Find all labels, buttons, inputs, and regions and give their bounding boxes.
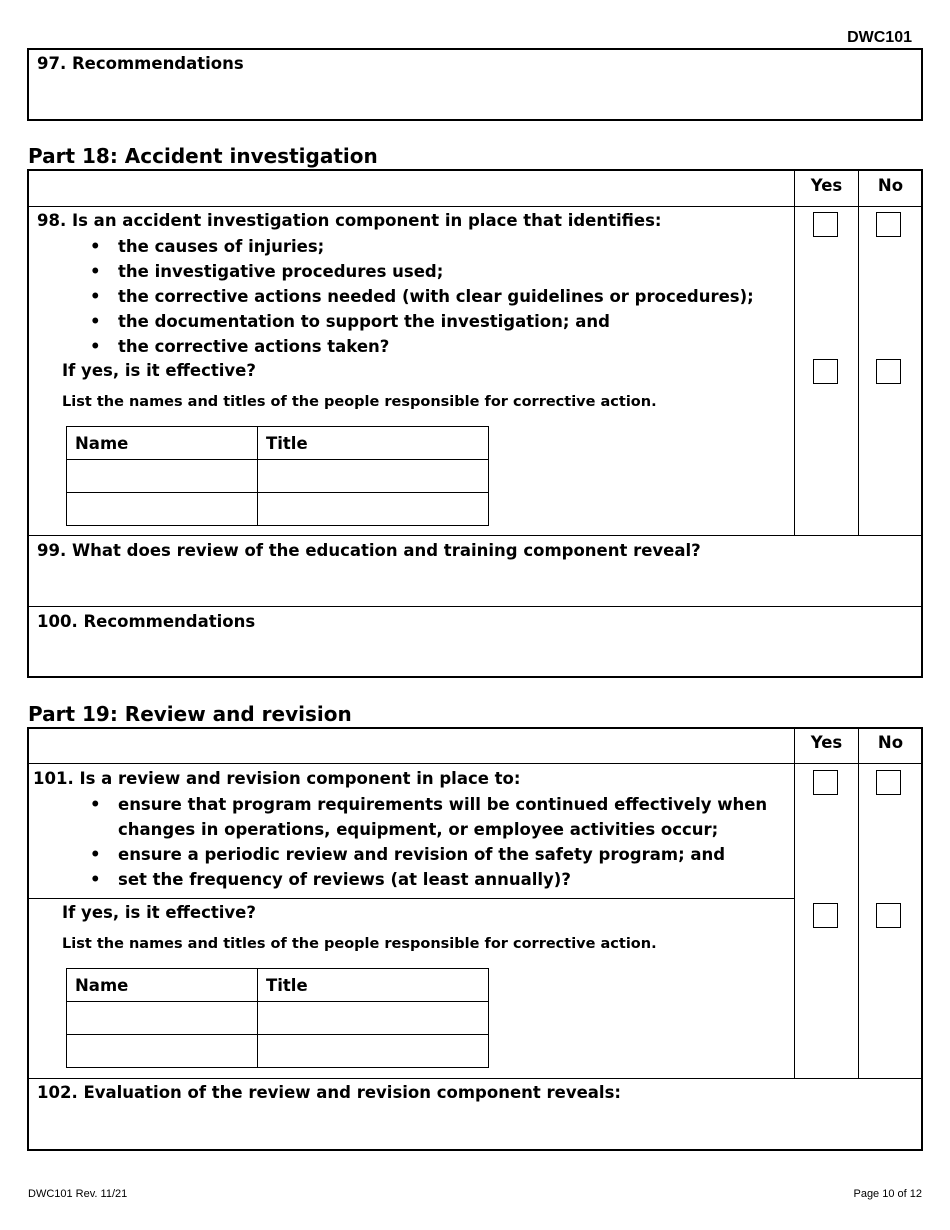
name-cell[interactable] xyxy=(67,460,258,493)
title-column-header: Title xyxy=(258,427,489,460)
part19-yes-header: Yes xyxy=(810,733,843,752)
table-row xyxy=(67,1002,489,1035)
name-column-header: Name xyxy=(67,427,258,460)
part19-no-col-left xyxy=(858,728,859,1078)
bullet-continuation-text: changes in operations, equipment, or employee activities occur; xyxy=(118,820,719,839)
q98-no-checkbox[interactable] xyxy=(876,212,901,237)
q98-bullet-list xyxy=(90,234,754,359)
part19-header-divider xyxy=(28,763,922,764)
q97-label: 97. Recommendations xyxy=(37,54,244,73)
q101-effective-label: If yes, is it effective? xyxy=(62,903,256,922)
q101-responsible-table xyxy=(66,968,489,1068)
form-code: DWC101 xyxy=(847,29,912,46)
part18-yes-col-left xyxy=(794,170,795,535)
q99-label: 99. What does review of the education and training component reveal? xyxy=(37,541,701,560)
part18-yes-header: Yes xyxy=(810,176,843,195)
list-item: • the causes of injuries; xyxy=(90,234,754,259)
q101-yes-checkbox[interactable] xyxy=(813,770,838,795)
q100-top-divider xyxy=(28,606,922,607)
table-row xyxy=(67,460,489,493)
q102-label: 102. Evaluation of the review and revision component reveals: xyxy=(37,1083,622,1102)
table-row xyxy=(67,493,489,526)
q101-no-checkbox[interactable] xyxy=(876,770,901,795)
q98-list-instruction: List the names and titles of the people responsible for corrective action. xyxy=(62,394,657,410)
q100-label: 100. Recommendations xyxy=(37,612,256,631)
name-column-header: Name xyxy=(67,969,258,1002)
list-item: • ensure a periodic review and revision of the safety program; and xyxy=(90,842,767,867)
q98-effective-label: If yes, is it effective? xyxy=(62,361,256,380)
q98-effective-no-checkbox[interactable] xyxy=(876,359,901,384)
list-item: • the corrective actions taken? xyxy=(90,334,754,359)
list-item: • the corrective actions needed (with clear guidelines or procedures); xyxy=(90,284,754,309)
q101-effective-divider xyxy=(28,898,795,899)
list-item: • the documentation to support the investigation; and xyxy=(90,309,754,334)
q101-effective-yes-checkbox[interactable] xyxy=(813,903,838,928)
part18-header-divider xyxy=(28,206,922,207)
part19-no-header: No xyxy=(877,733,904,752)
title-column-header: Title xyxy=(258,969,489,1002)
q101-effective-no-checkbox[interactable] xyxy=(876,903,901,928)
q101-bullet-list xyxy=(90,792,767,892)
list-item: • set the frequency of reviews (at least annually)? xyxy=(90,867,767,892)
q102-top-divider xyxy=(28,1078,922,1079)
q98-yes-checkbox[interactable] xyxy=(813,212,838,237)
name-cell[interactable] xyxy=(67,1035,258,1068)
title-cell[interactable] xyxy=(258,493,489,526)
name-cell[interactable] xyxy=(67,493,258,526)
q98-label: 98. Is an accident investigation component in place that identifies: xyxy=(37,211,662,230)
q98-effective-yes-checkbox[interactable] xyxy=(813,359,838,384)
part19-title: Part 19: Review and revision xyxy=(28,702,352,726)
footer-page-number: Page 10 of 12 xyxy=(853,1188,922,1200)
title-cell[interactable] xyxy=(258,1035,489,1068)
q98-responsible-table xyxy=(66,426,489,526)
q101-list-instruction: List the names and titles of the people responsible for corrective action. xyxy=(62,936,657,952)
title-cell[interactable] xyxy=(258,460,489,493)
part19-yes-col-left xyxy=(794,728,795,1078)
part18-no-col-left xyxy=(858,170,859,535)
q101-label: 101. Is a review and revision component in place to: xyxy=(33,769,521,788)
list-item: • the investigative procedures used; xyxy=(90,259,754,284)
table-row xyxy=(67,427,489,460)
table-row xyxy=(67,969,489,1002)
list-item-continuation xyxy=(90,817,767,842)
name-cell[interactable] xyxy=(67,1002,258,1035)
q99-top-divider xyxy=(28,535,922,536)
title-cell[interactable] xyxy=(258,1002,489,1035)
table-row xyxy=(67,1035,489,1068)
footer-revision: DWC101 Rev. 11/21 xyxy=(28,1188,128,1200)
part18-title: Part 18: Accident investigation xyxy=(28,144,378,168)
part18-no-header: No xyxy=(877,176,904,195)
list-item: • ensure that program requirements will be continued effectively when xyxy=(90,792,767,817)
